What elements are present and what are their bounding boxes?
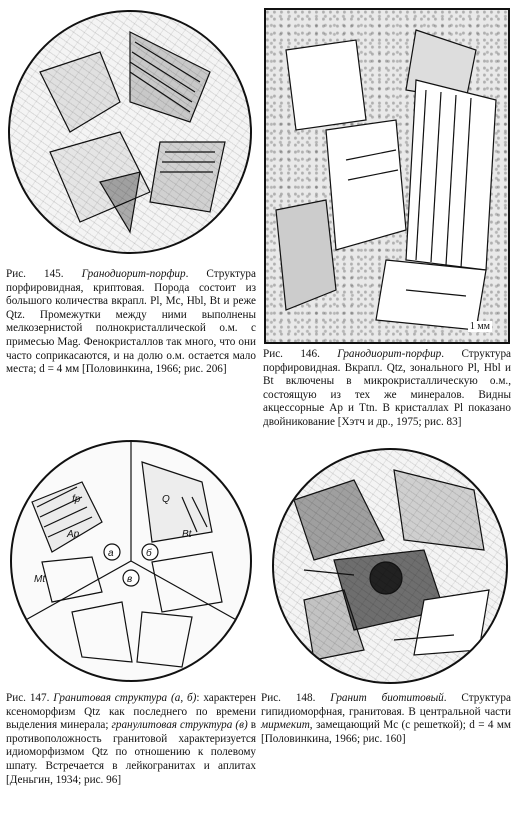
figure-146-caption [263,348,511,430]
mineral-label-ap: Ap [67,529,80,540]
mineral-label-bt: Bt [182,529,192,540]
figure-145-number: Рис. 145. [6,268,64,280]
figure-147-title: Гранитовая структура (а, б) [53,692,197,704]
mineral-label-mt: Mt [34,574,46,585]
figure-148-number: Рис. 148. [261,692,316,704]
mineral-label-q: Q [162,494,170,505]
figure-147-number: Рис. 147. [6,692,50,704]
figure-146-number: Рис. 146. [263,348,320,360]
label-b: б [146,548,152,559]
figure-145-text: . Структура порфировидная, криптовая. Порода состоит из большого количества вкрапл. Pl, Mc, Hbl, Bt и реже Qtz. Промежутки между ними выполнены мелкозернистой полнокристаллической о.м. с примесью Mag. Фенокристаллов так много, что они часто соприкасаются, и на долю о.м. остается мало места; d = 4 мм [Половинкина, 1966; рис. 206] [6,268,256,376]
figure-148-text-a: . Структура гипидиоморфная, гранитовая. В центральной части [261,692,511,718]
figure-146-scale-label: 1 мм [469,321,490,332]
figure-148-title-b: мирмекит [261,719,310,732]
label-a: а [108,548,114,559]
figure-147-title-b: гранулитовая структура (в) [111,719,248,732]
figure-145-image [8,10,252,254]
figure-147-text-a: : характерен ксеноморфизм Qtz как последнего по времени выделения минерала; [6,692,256,732]
figure-148-text-b: , замещающий Mc (с решеткой); d = 4 мм [Половинкина, 1966; рис. 160] [261,719,511,745]
figure-148-caption [261,692,511,746]
figure-148-title: Гранит биотитовый [330,692,444,704]
mineral-label-fp: fp [72,494,81,505]
figure-146-title: Гранодиорит-порфир [337,348,442,360]
figure-147-text-b: в противоположность гранитовой характеризуется идиоморфизмом Qtz по отношению к полевому шпату. Встречается в лейкогранитах и аплитах [Деньгин, 1934; рис. 96] [6,719,256,786]
figure-147-caption [6,692,256,787]
label-v: в [127,574,133,585]
figure-146-text: . Структура порфировидная. Вкрапл. Qtz, зонального Pl, Hbl и Bt включены в микрокристаллическую о.м., состоящую из тех же минералов. Видны акцессорные Ap и Ttn. В кристаллах Pl показано двойникование [Хэтч и др., 1975; рис. 83] [263,348,511,428]
figure-146-image [264,8,510,344]
figure-145-caption [6,268,256,377]
figure-148-image [272,448,508,684]
figure-147-image [10,440,252,682]
figure-145-title: Гранодиорит-порфир [81,268,186,280]
